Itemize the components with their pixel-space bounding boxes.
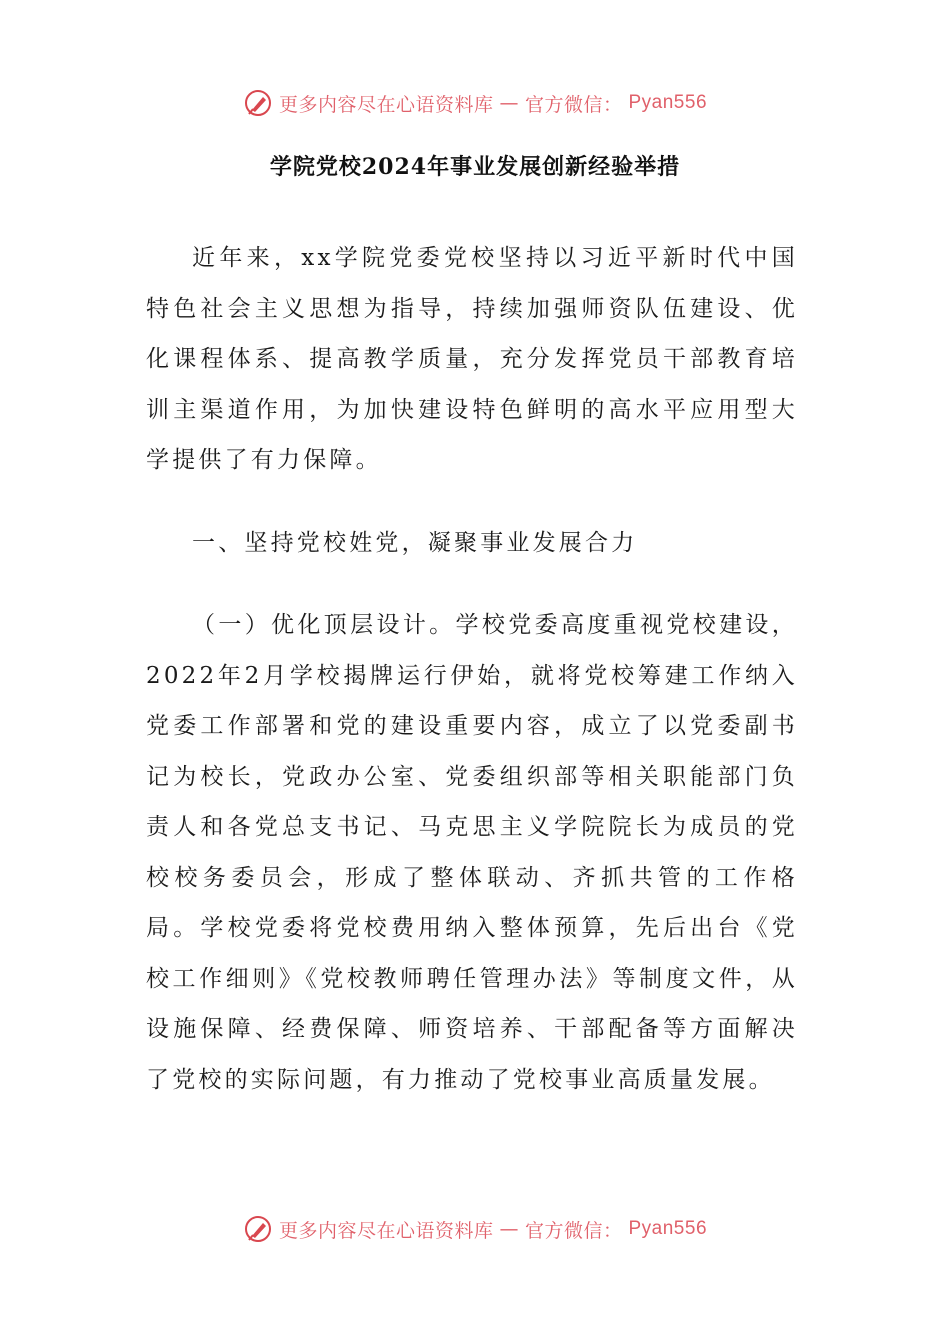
section-heading: 一、坚持党校姓党，凝聚事业发展合力: [192, 529, 638, 556]
watermark-wechat-id: Pyan556: [628, 92, 708, 113]
watermark-brand: 更多内容尽在心语资料库: [278, 1219, 494, 1242]
watermark-wechat-label: 官方微信：: [524, 1219, 623, 1242]
intro-paragraph: 近年来，xx学院党委党校坚持以习近平新时代中国特色社会主义思想为指导，持续加强师资队伍建设、优化课程体系、提高教学质量，充分发挥党员干部教育培训主渠道作用，为加快建设特色鲜明的高水平应用型大学提供了有力保障。: [146, 245, 798, 473]
watermark-wechat-label: 官方微信：: [524, 93, 623, 116]
watermark-footer: [0, 1212, 950, 1246]
subsection-paragraph: （一）优化顶层设计。学校党委高度重视党校建设，2022年2月学校揭牌运行伊始，就将党校筹建工作纳入党委工作部署和党的建设重要内容，成立了以党委副书记为校长，党政办公室、党委组织部等相关职能部门负责人和各党总支书记、马克思主义学院院长为成员的党校校务委员会，形成了整体联动、齐抓共管的工作格局。学校党委将党校费用纳入整体预算，先后出台《党校工作细则》《党校教师聘任管理办法》等制度文件，从设施保障、经费保障、师资培养、干部配备等方面解决了党校的实际问题，有力推动了党校事业高质量发展。: [146, 612, 798, 1093]
watermark-dash: —: [499, 92, 519, 114]
document-title: 学院党校2024年事业发展创新经验举措: [269, 154, 681, 180]
watermark-header: [0, 86, 950, 120]
document-body: [146, 233, 798, 1105]
pen-nib-circle-icon: [243, 88, 273, 118]
watermark-brand: 更多内容尽在心语资料库: [278, 93, 494, 116]
watermark-wechat-id: Pyan556: [628, 1218, 708, 1239]
watermark-dash: —: [499, 1218, 519, 1240]
pen-nib-circle-icon: [243, 1214, 273, 1244]
